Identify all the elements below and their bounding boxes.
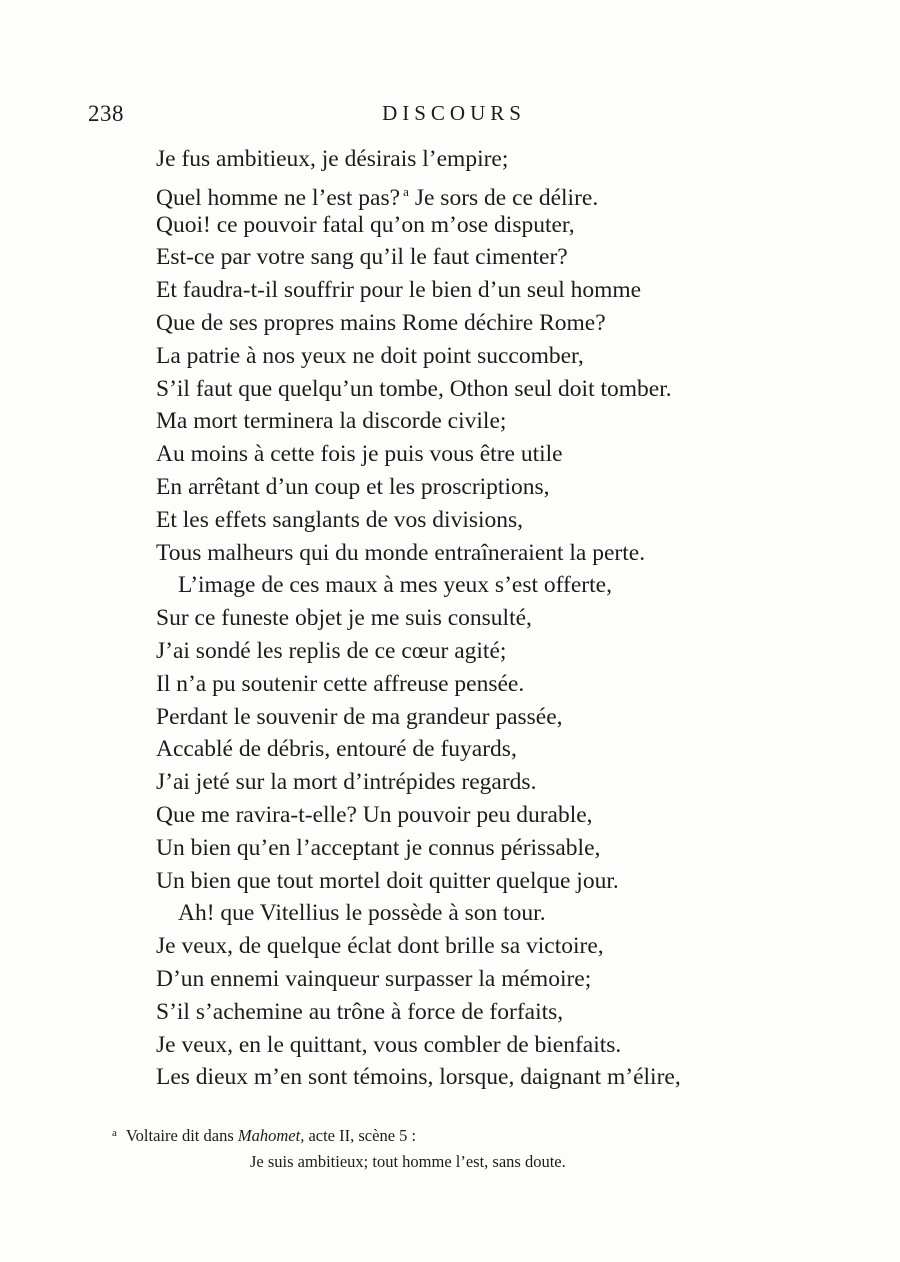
verse-text: L’image de ces maux à mes yeux s’est offerte, (178, 572, 612, 599)
verse-text: Un bien qu’en l’acceptant je connus périssable, (156, 834, 601, 861)
verse-text: Je veux, de quelque éclat dont brille sa victoire, (156, 933, 604, 960)
verse-line (156, 668, 796, 701)
verse-text: J’ai sondé les replis de ce cœur agité; (156, 637, 507, 664)
verse-line (156, 241, 796, 274)
footnote-work-title: Mahomet, (237, 1126, 305, 1145)
verse-text: Perdant le souvenir de ma grandeur passée, (156, 703, 563, 730)
verse-text: Il n’a pu soutenir cette affreuse pensée. (156, 670, 525, 697)
verse-text: Un bien que tout mortel doit quitter quelque jour. (156, 867, 619, 894)
verse-text: La patrie à nos yeux ne doit point succomber, (156, 342, 584, 369)
verse-line (156, 733, 796, 766)
verse-line (156, 963, 796, 996)
verse-line (156, 766, 796, 799)
verse-text: S’il s’achemine au trône à force de forfaits, (156, 998, 564, 1025)
verse-text: Que me ravira-t-elle? Un pouvoir peu durable, (156, 801, 593, 828)
verse-line (156, 274, 796, 307)
verse-line (156, 373, 796, 406)
verse-line (156, 865, 796, 898)
verse-text: D’un ennemi vainqueur surpasser la mémoire; (156, 965, 592, 992)
verse-text: Les dieux m’en sont témoins, lorsque, daignant m’élire, (156, 1064, 681, 1091)
verse-line (156, 701, 796, 734)
footnote-intro-before: Voltaire dit dans (125, 1126, 234, 1145)
verse-text: Quoi! ce pouvoir fatal qu’on m’ose disputer, (156, 211, 575, 238)
running-head: DISCOURS (382, 101, 526, 125)
verse-text: En arrêtant d’un coup et les proscriptions, (156, 473, 550, 500)
verse-line (156, 799, 796, 832)
verse-line (156, 602, 796, 635)
verse-text: J’ai jeté sur la mort d’intrépides regards. (156, 769, 537, 796)
verse-text: Je fus ambitieux, je désirais l’empire; (156, 146, 509, 172)
verse-line (156, 340, 796, 373)
verse-text: Je veux, en le quittant, vous combler de bienfaits. (156, 1031, 622, 1058)
verse-line (156, 307, 796, 340)
verse-text: Quel homme ne l’est pas? (156, 184, 401, 211)
page-number: 238 (88, 101, 124, 126)
verse-text: Au moins à cette fois je puis vous être utile (156, 441, 563, 468)
footnote-quote: Je suis ambitieux; tout homme l’est, sans doute. (250, 1152, 566, 1171)
verse-line (156, 176, 796, 209)
verse-text: Et les effets sanglants de vos divisions, (156, 506, 524, 533)
verse-line (156, 996, 796, 1029)
verse-line (156, 930, 796, 963)
verse-text: Tous malheurs qui du monde entraîneraient la perte. (156, 539, 646, 566)
verse-line (156, 1061, 796, 1094)
footnote-reference: a (403, 183, 409, 199)
verse-text: Est-ce par votre sang qu’il le faut cimenter? (156, 244, 568, 271)
footnote-intro-line (112, 1120, 812, 1149)
verse-line (156, 1029, 796, 1062)
footnote-intro-after: acte II, scène 5 : (308, 1126, 417, 1145)
verse-line (156, 635, 796, 668)
verse-line (156, 143, 796, 176)
footnote-mark: a (112, 1127, 117, 1139)
verse-text: S’il faut que quelqu’un tombe, Othon seul doit tomber. (156, 375, 672, 402)
verse-line (156, 471, 796, 504)
verse-line (156, 537, 796, 570)
verse-line (156, 504, 796, 537)
verse-text: Ma mort terminera la discorde civile; (156, 408, 507, 435)
verse-text: Accablé de débris, entouré de fuyards, (156, 736, 517, 763)
verse-line (156, 405, 796, 438)
verse-text: Ah! que Vitellius le possède à son tour. (178, 900, 546, 927)
verse-text: Et faudra-t-il souffrir pour le bien d’un seul homme (156, 277, 642, 304)
verse-line (156, 438, 796, 471)
verse-line (156, 897, 796, 930)
verse-line (156, 832, 796, 865)
verse-text: Que de ses propres mains Rome déchire Rome? (156, 309, 606, 336)
verse-block (156, 143, 796, 1094)
verse-line (156, 209, 796, 242)
footnote (112, 1120, 812, 1175)
verse-text: Sur ce funeste objet je me suis consulté, (156, 605, 532, 632)
verse-line (156, 569, 796, 602)
verse-text-continued: Je sors de ce délire. (414, 184, 599, 211)
